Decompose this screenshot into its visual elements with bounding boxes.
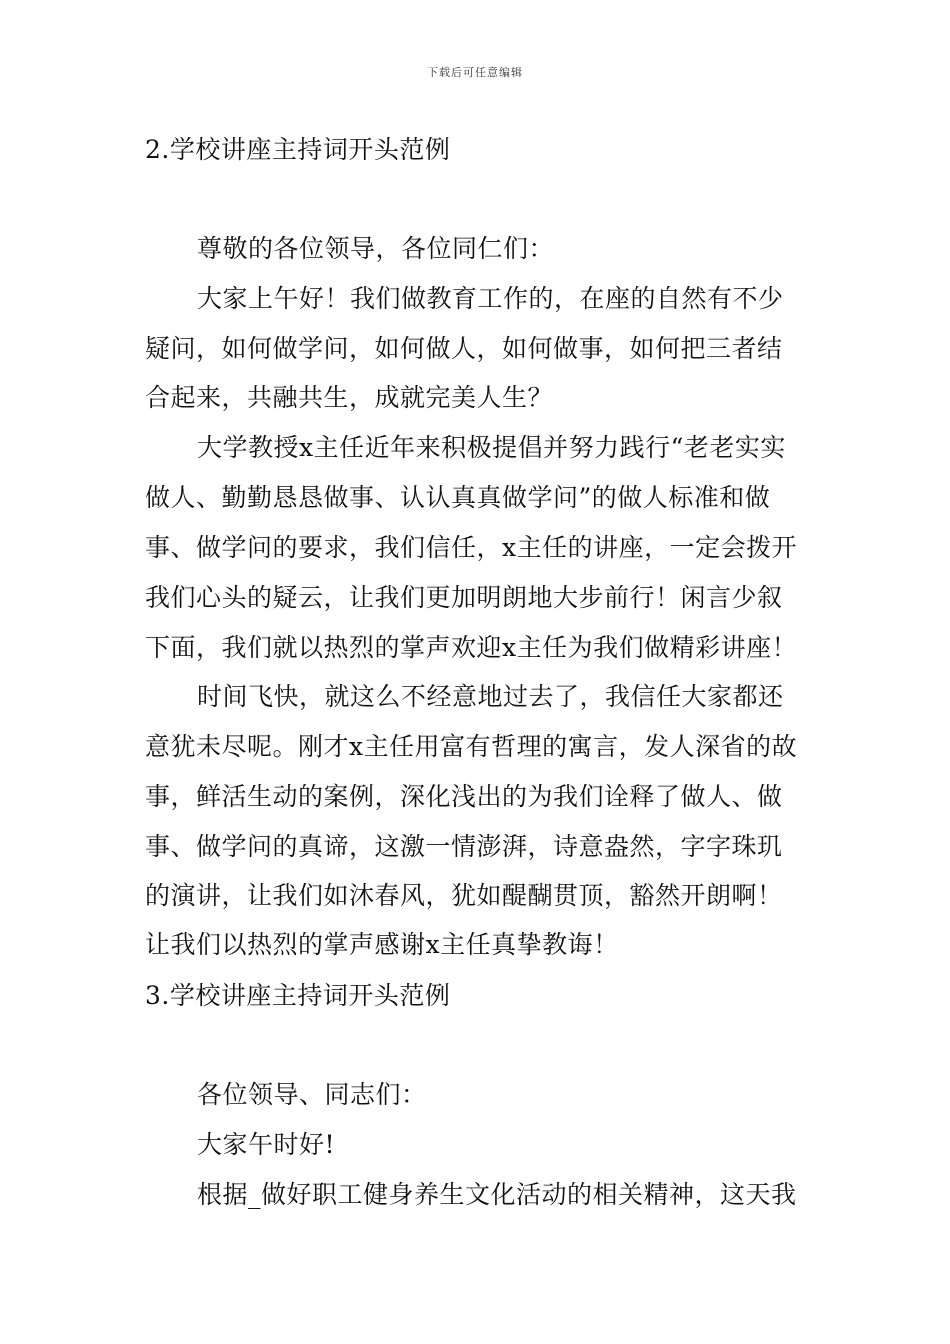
paragraph-line: 时间飞快，就这么不经意地过去了，我信任大家都还 [197,682,784,711]
paragraph-line: 事，鲜活生动的案例，深化浅出的为我们诠释了做人、做 [145,782,783,811]
salutation-line: 尊敬的各位领导，各位同仁们： [197,234,555,263]
paragraph-line: 做人、勤勤恳恳做事、认认真真做学问”的做人标准和做 [145,483,771,512]
paragraph-line: 我们心头的疑云，让我们更加明朗地大步前行！闲言少叙 [145,583,783,612]
paragraph-line: 合起来，共融共生，成就完美人生？ [145,383,554,412]
paragraph-line: 根据_做好职工健身养生文化活动的相关精神，这天我 [197,1180,797,1209]
section-heading-2: 2.学校讲座主持词开头范例 [145,135,451,164]
paragraph-line: 让我们以热烈的掌声感谢x主任真挚教诲！ [145,930,619,959]
section-heading-3: 3.学校讲座主持词开头范例 [145,981,451,1010]
paragraph-line: 疑问，如何做学问，如何做人，如何做事，如何把三者结 [145,334,783,363]
salutation-line: 各位领导、同志们： [197,1080,427,1109]
paragraph-line: 下面，我们就以热烈的掌声欢迎x主任为我们做精彩讲座！ [145,633,798,662]
paragraph-line: 事、做学问的真谛，这激一情澎湃，诗意盎然，字字珠玑 [145,832,783,861]
paragraph-line: 意犹未尽呢。刚才x主任用富有哲理的寓言，发人深省的故 [145,732,798,761]
paragraph-line: 大学教授x主任近年来积极提倡并努力践行“老老实实 [197,433,786,462]
paragraph-line: 大家上午好！我们做教育工作的，在座的自然有不少 [197,284,784,313]
paragraph-line: 事、做学问的要求，我们信任，x主任的讲座，一定会拨开 [145,533,798,562]
page-header: 下载后可任意编辑 [427,66,523,79]
paragraph-line: 的演讲，让我们如沐春风，犹如醍醐贯顶，豁然开朗啊！ [145,881,783,910]
greeting-line: 大家午时好! [197,1130,336,1159]
